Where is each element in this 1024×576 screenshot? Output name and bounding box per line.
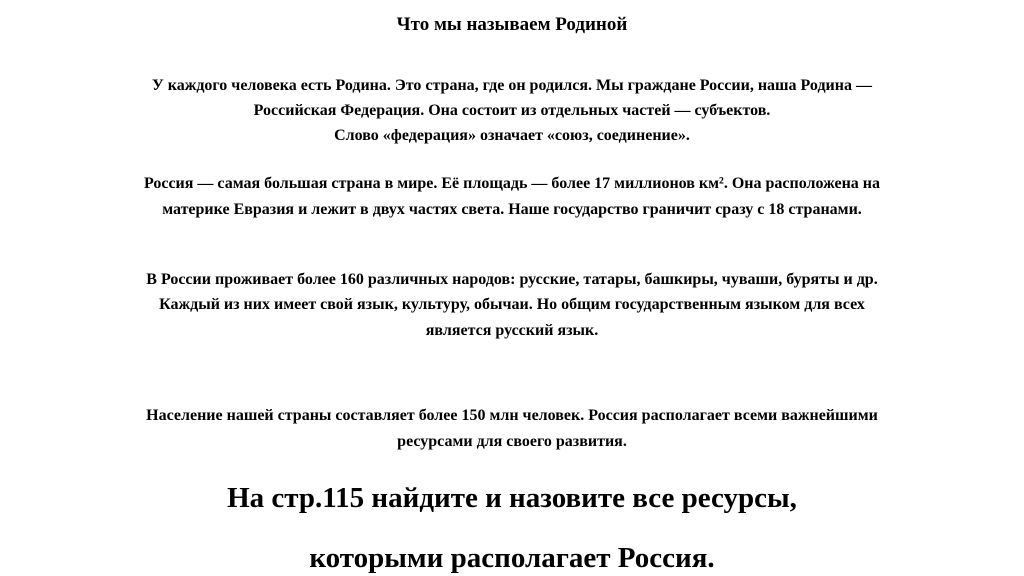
paragraph3-line3: является русский язык. [425, 322, 599, 339]
paragraph4-line2: ресурсами для своего развития. [397, 433, 627, 450]
paragraph3-line1: В России проживает более 160 различных народов: русские, татары, башкиры, чуваши, буряты и др. [146, 271, 878, 288]
paragraph2-line2: материке Евразия и лежит в двух частях света. Наше государство граничит сразу с 18 странами. [162, 201, 862, 218]
paragraph1-line1: У каждого человека есть Родина. Это страна, где он родился. Мы граждане России, наша Родина — [152, 77, 872, 94]
task-line1: На стр.115 найдите и назовите все ресурсы, [227, 482, 797, 514]
task-line2: которыми располагает Россия. [309, 542, 715, 574]
paragraph1-line3: Слово «федерация» означает «союз, соединение». [334, 127, 690, 144]
paragraph1-line2: Российская Федерация. Она состоит из отдельных частей — субъектов. [253, 102, 771, 119]
slide-title: Что мы называем Родиной [396, 14, 628, 35]
paragraph2-line1: Россия — самая большая страна в мире. Её площадь — более 17 миллионов км². Она расположена на [143, 175, 881, 192]
paragraph4-line1: Население нашей страны составляет более 150 млн человек. Россия располагает всеми важнейшими [146, 407, 878, 424]
paragraph3-line2: Каждый из них имеет свой язык, культуру, обычаи. Но общим государственным языком для всех [159, 296, 865, 313]
